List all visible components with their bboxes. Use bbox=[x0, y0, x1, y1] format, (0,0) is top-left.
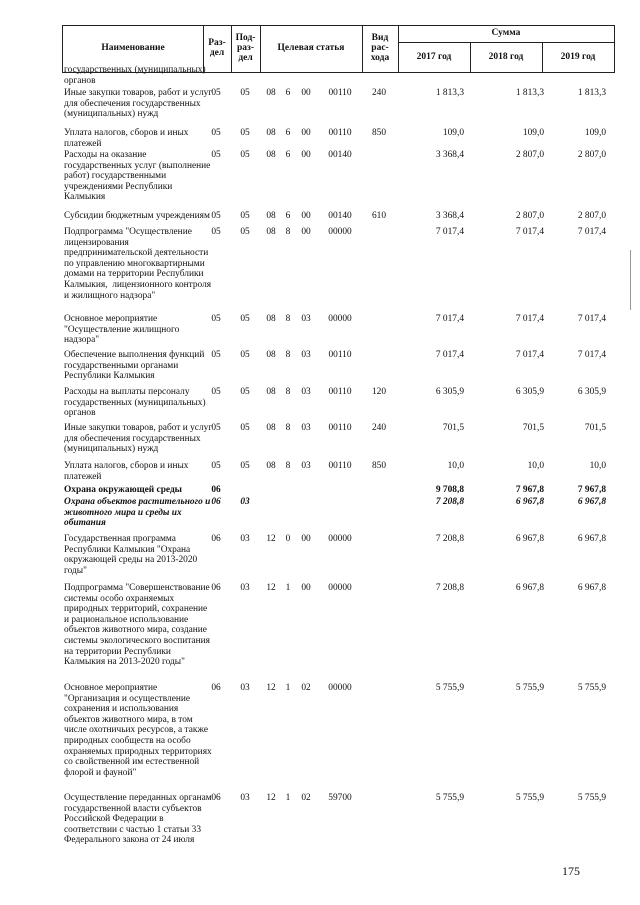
row-s1-cell: 7 017,4 bbox=[435, 314, 464, 324]
row-pr-cell: 03 bbox=[240, 793, 250, 803]
row-t1-cell: 08 bbox=[266, 423, 276, 433]
row-t3-cell: 00 bbox=[301, 534, 311, 544]
row-name-cell: Осуществление переданных органам государственной власти субъектов Российской Федерации в соответствии с частью 1 статьи 33 Федерального закона от 24 июля bbox=[64, 793, 212, 846]
header-summa: Сумма bbox=[491, 28, 521, 39]
page-number: 175 bbox=[562, 864, 580, 878]
row-s2-cell: 5 755,9 bbox=[515, 683, 544, 693]
row-vr-cell: 850 bbox=[371, 128, 387, 138]
row-s3-cell: 7 017,4 bbox=[577, 314, 606, 324]
row-pr-cell: 05 bbox=[240, 314, 250, 324]
row-s1-cell: 7 017,4 bbox=[435, 227, 464, 237]
row-t4-cell: 00000 bbox=[328, 583, 352, 593]
row-t2-cell: 8 bbox=[285, 350, 291, 360]
row-t1-cell: 12 bbox=[266, 534, 276, 544]
row-t3-cell: 00 bbox=[301, 88, 311, 98]
row-t4-cell: 00110 bbox=[328, 423, 352, 433]
row-name-cell: Государственная программа Республики Калмыкия "Охрана окружающей среды на 2013-2020 годы" bbox=[64, 534, 198, 576]
row-rz-cell: 05 bbox=[211, 211, 221, 221]
row-t1-cell: 12 bbox=[266, 793, 276, 803]
row-s2-cell: 701,5 bbox=[522, 423, 544, 433]
row-s2-cell: 6 967,8 bbox=[515, 583, 544, 593]
row-rz-cell: 05 bbox=[211, 387, 221, 397]
row-t1-cell: 12 bbox=[266, 683, 276, 693]
row-pr-cell: 05 bbox=[240, 150, 250, 160]
row-t1-cell: 08 bbox=[266, 350, 276, 360]
row-t4-cell: 00110 bbox=[328, 350, 352, 360]
header-name: Наименование bbox=[101, 43, 165, 54]
row-t2-cell: 8 bbox=[285, 423, 291, 433]
row-name-cell: Подпрограмма "Осуществление лицензирования предпринимательской деятельности по управлению многоквартирными домами на территории Республики Калмыкия, лицензионного контроля и жилищного надзора" bbox=[64, 227, 212, 301]
row-name-cell: Иные закупки товаров, работ и услуг для обеспечения государственных (муниципальных) нужд bbox=[64, 88, 213, 120]
row-s3-cell: 5 755,9 bbox=[577, 683, 606, 693]
row-pr-cell: 05 bbox=[240, 88, 250, 98]
row-s2-cell: 7 017,4 bbox=[515, 314, 544, 324]
row-s2-cell: 1 813,3 bbox=[515, 88, 544, 98]
row-pr-cell: 03 bbox=[240, 683, 250, 693]
row-t3-cell: 02 bbox=[301, 793, 311, 803]
row-t4-cell: 00000 bbox=[328, 227, 352, 237]
row-t4-cell: 00110 bbox=[328, 88, 352, 98]
row-t2-cell: 1 bbox=[285, 793, 291, 803]
row-t2-cell: 6 bbox=[285, 211, 291, 221]
row-s3-cell: 7 017,4 bbox=[577, 227, 606, 237]
row-t3-cell: 00 bbox=[301, 211, 311, 221]
row-vr-cell: 240 bbox=[371, 423, 387, 433]
header-2019: 2019 год bbox=[560, 51, 596, 62]
row-t3-cell: 00 bbox=[301, 227, 311, 237]
row-rz-cell: 06 bbox=[211, 485, 221, 495]
row-s3-cell: 2 807,0 bbox=[577, 150, 606, 160]
row-t2-cell: 8 bbox=[285, 461, 291, 471]
row-s1-cell: 10,0 bbox=[447, 461, 464, 471]
row-s2-cell: 109,0 bbox=[522, 128, 544, 138]
row-pr-cell: 05 bbox=[240, 461, 250, 471]
row-name-cell: Подпрограмма "Совершенствование системы особо охраняемых природных территорий, сохранение и рациональное использование объектов животного мира, создание системы экологического воспитания на территории Республики Калмыкия на 2013-2020 годы" bbox=[64, 583, 210, 668]
row-s3-cell: 7 017,4 bbox=[577, 350, 606, 360]
row-t1-cell: 08 bbox=[266, 88, 276, 98]
row-s3-cell: 2 807,0 bbox=[577, 211, 606, 221]
row-s3-cell: 6 967,8 bbox=[577, 497, 606, 507]
row-s1-cell: 3 368,4 bbox=[435, 211, 464, 221]
row-pr-cell: 05 bbox=[240, 211, 250, 221]
row-s1-cell: 5 755,9 bbox=[435, 683, 464, 693]
row-name-cell: Основное мероприятие "Организация и осуществление сохранения и использования объектов животного мира, в том числе охотничьих ресурсов, а также природных сообществ на особо охраняемых природных территориях со свойственной им естественной флорой и фауной" bbox=[64, 683, 212, 778]
row-name-cell: Обеспечение выполнения функций государственными органами Республики Калмыкия bbox=[64, 350, 205, 382]
row-pr-cell: 03 bbox=[240, 497, 250, 507]
row-s2-cell: 5 755,9 bbox=[515, 793, 544, 803]
row-s1-cell: 7 208,8 bbox=[435, 497, 464, 507]
row-t1-cell: 08 bbox=[266, 314, 276, 324]
row-t2-cell: 6 bbox=[285, 150, 291, 160]
row-t4-cell: 00000 bbox=[328, 314, 352, 324]
row-pr-cell: 05 bbox=[240, 227, 250, 237]
row-t3-cell: 03 bbox=[301, 423, 311, 433]
row-pr-cell: 03 bbox=[240, 534, 250, 544]
row-t3-cell: 03 bbox=[301, 387, 311, 397]
margin-mark bbox=[630, 250, 631, 310]
row-s2-cell: 10,0 bbox=[527, 461, 544, 471]
row-t3-cell: 00 bbox=[301, 150, 311, 160]
row-name-cell: Охрана объектов растительного и животного мира и среды их обитания bbox=[64, 497, 211, 529]
row-name-cell: Уплата налогов, сборов и иных платежей bbox=[64, 461, 189, 482]
header-target: Целевая статья bbox=[277, 43, 345, 54]
row-t1-cell: 08 bbox=[266, 387, 276, 397]
row-s2-cell: 7 967,8 bbox=[515, 485, 544, 495]
row-s2-cell: 6 305,9 bbox=[515, 387, 544, 397]
row-t2-cell: 8 bbox=[285, 227, 291, 237]
row-vr-cell: 120 bbox=[371, 387, 387, 397]
row-rz-cell: 06 bbox=[211, 534, 221, 544]
row-s1-cell: 5 755,9 bbox=[435, 793, 464, 803]
row-s3-cell: 5 755,9 bbox=[577, 793, 606, 803]
row-t1-cell: 08 bbox=[266, 461, 276, 471]
row-t4-cell: 00140 bbox=[328, 211, 352, 221]
row-t1-cell: 08 bbox=[266, 150, 276, 160]
row-t3-cell: 03 bbox=[301, 461, 311, 471]
row-t3-cell: 03 bbox=[301, 350, 311, 360]
row-s1-cell: 701,5 bbox=[442, 423, 464, 433]
row-t1-cell: 08 bbox=[266, 128, 276, 138]
row-t2-cell: 1 bbox=[285, 583, 291, 593]
header-razdel: Раз- дел bbox=[208, 38, 226, 58]
header-vid: Вид рас- хода bbox=[370, 33, 390, 63]
header-podrazdel: Под- раз- дел bbox=[235, 33, 256, 63]
row-s2-cell: 6 967,8 bbox=[515, 497, 544, 507]
row-pr-cell: 05 bbox=[240, 423, 250, 433]
row-vr-cell: 850 bbox=[371, 461, 387, 471]
row-t1-cell: 08 bbox=[266, 211, 276, 221]
row-rz-cell: 05 bbox=[211, 314, 221, 324]
row-s1-cell: 7 208,8 bbox=[435, 583, 464, 593]
row-s3-cell: 701,5 bbox=[584, 423, 606, 433]
row-s2-cell: 7 017,4 bbox=[515, 350, 544, 360]
row-rz-cell: 05 bbox=[211, 150, 221, 160]
row-t2-cell: 0 bbox=[285, 534, 291, 544]
row-vr-cell: 240 bbox=[371, 88, 387, 98]
row-t2-cell: 1 bbox=[285, 683, 291, 693]
row-t1-cell: 08 bbox=[266, 227, 276, 237]
header-2018: 2018 год bbox=[488, 51, 524, 62]
row-t3-cell: 00 bbox=[301, 128, 311, 138]
row-name-cell: Основное мероприятие "Осуществление жилищного надзора" bbox=[64, 314, 180, 346]
row-s1-cell: 3 368,4 bbox=[435, 150, 464, 160]
row-s2-cell: 2 807,0 bbox=[515, 150, 544, 160]
row-name-cell: Уплата налогов, сборов и иных платежей bbox=[64, 128, 189, 149]
row-s3-cell: 6 305,9 bbox=[577, 387, 606, 397]
row-t3-cell: 00 bbox=[301, 583, 311, 593]
row-t4-cell: 59700 bbox=[328, 793, 352, 803]
row-s3-cell: 109,0 bbox=[584, 128, 606, 138]
row-rz-cell: 05 bbox=[211, 227, 221, 237]
row-rz-cell: 06 bbox=[211, 497, 221, 507]
row-t1-cell: 12 bbox=[266, 583, 276, 593]
row-pr-cell: 03 bbox=[240, 583, 250, 593]
row-t2-cell: 6 bbox=[285, 88, 291, 98]
row-s1-cell: 109,0 bbox=[442, 128, 464, 138]
row-t2-cell: 6 bbox=[285, 128, 291, 138]
row-pr-cell: 05 bbox=[240, 350, 250, 360]
row-t2-cell: 8 bbox=[285, 387, 291, 397]
row-s1-cell: 6 305,9 bbox=[435, 387, 464, 397]
row-s2-cell: 6 967,8 bbox=[515, 534, 544, 544]
row-s1-cell: 7 017,4 bbox=[435, 350, 464, 360]
row-rz-cell: 05 bbox=[211, 461, 221, 471]
row-rz-cell: 06 bbox=[211, 683, 221, 693]
row-s3-cell: 7 967,8 bbox=[577, 485, 606, 495]
row-name-cell: Охрана окружающей среды bbox=[64, 485, 183, 495]
row-s3-cell: 6 967,8 bbox=[577, 534, 606, 544]
row-name-cell: государственных (муниципальных) органов bbox=[64, 65, 206, 86]
row-t2-cell: 8 bbox=[285, 314, 291, 324]
row-pr-cell: 05 bbox=[240, 387, 250, 397]
row-t4-cell: 00140 bbox=[328, 150, 352, 160]
row-s3-cell: 6 967,8 bbox=[577, 583, 606, 593]
row-pr-cell: 05 bbox=[240, 128, 250, 138]
row-t4-cell: 00000 bbox=[328, 683, 352, 693]
row-rz-cell: 05 bbox=[211, 423, 221, 433]
row-rz-cell: 05 bbox=[211, 128, 221, 138]
row-name-cell: Иные закупки товаров, работ и услуг для обеспечения государственных (муниципальных) нужд bbox=[64, 423, 213, 455]
row-name-cell: Субсидии бюджетным учреждениям bbox=[64, 211, 210, 221]
row-rz-cell: 05 bbox=[211, 350, 221, 360]
row-name-cell: Расходы на выплаты персоналу государственных (муниципальных) органов bbox=[64, 387, 206, 419]
row-t4-cell: 00110 bbox=[328, 128, 352, 138]
row-s1-cell: 9 708,8 bbox=[435, 485, 464, 495]
row-s2-cell: 7 017,4 bbox=[515, 227, 544, 237]
row-t4-cell: 00000 bbox=[328, 534, 352, 544]
row-t3-cell: 02 bbox=[301, 683, 311, 693]
row-s3-cell: 10,0 bbox=[589, 461, 606, 471]
row-t4-cell: 00110 bbox=[328, 461, 352, 471]
header-2017: 2017 год bbox=[416, 51, 452, 62]
row-s2-cell: 2 807,0 bbox=[515, 211, 544, 221]
row-s1-cell: 7 208,8 bbox=[435, 534, 464, 544]
row-rz-cell: 05 bbox=[211, 88, 221, 98]
row-name-cell: Расходы на оказание государственных услуг (выполнение работ) государственными учреждениями Республики Калмыкия bbox=[64, 150, 211, 203]
row-t4-cell: 00110 bbox=[328, 387, 352, 397]
row-t3-cell: 03 bbox=[301, 314, 311, 324]
row-vr-cell: 610 bbox=[371, 211, 387, 221]
row-s3-cell: 1 813,3 bbox=[577, 88, 606, 98]
row-rz-cell: 06 bbox=[211, 793, 221, 803]
row-s1-cell: 1 813,3 bbox=[435, 88, 464, 98]
row-rz-cell: 06 bbox=[211, 583, 221, 593]
